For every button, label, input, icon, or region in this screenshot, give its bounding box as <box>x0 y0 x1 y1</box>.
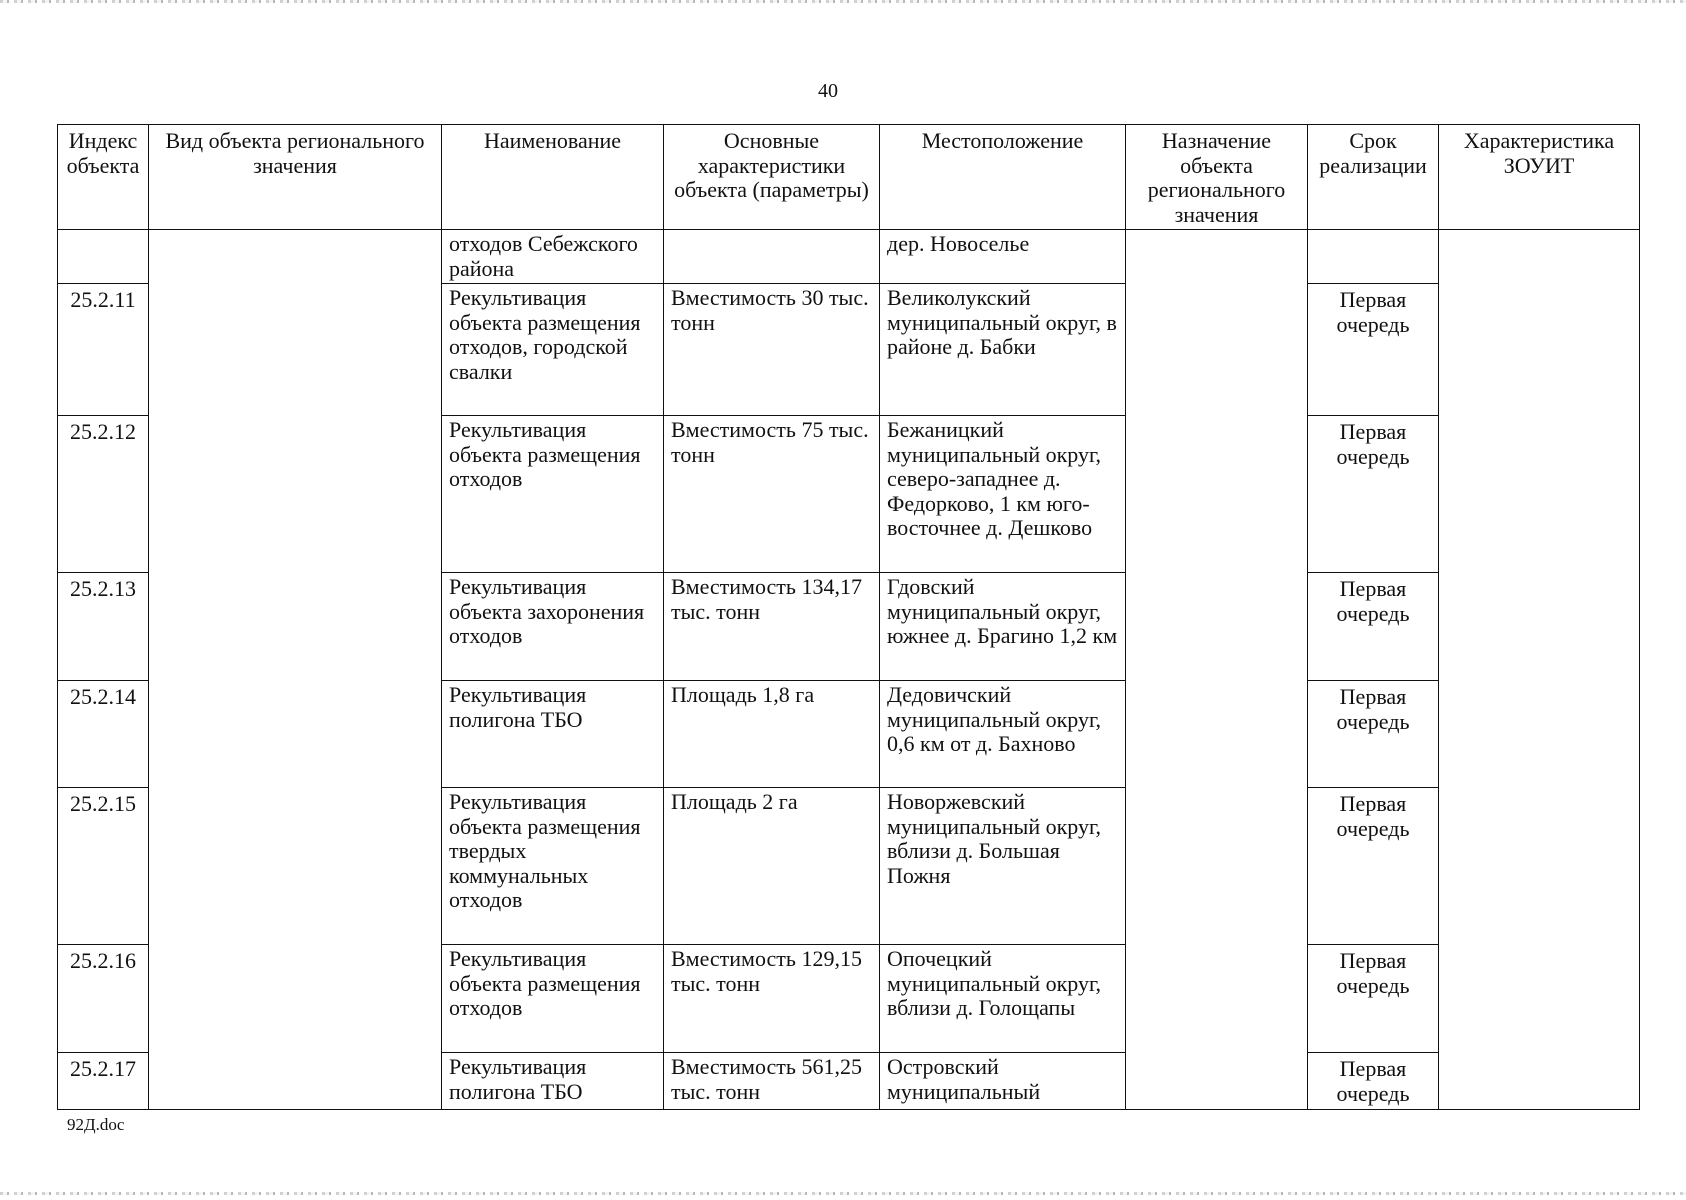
cell-term: Первая очередь <box>1308 788 1439 945</box>
cell-term: Первая очередь <box>1308 945 1439 1053</box>
cell-location: Новоржевский муниципальный округ, вблизи д. Большая Пожня <box>880 788 1126 945</box>
cell-index: 25.2.14 <box>58 681 149 788</box>
cell-index: 25.2.13 <box>58 573 149 681</box>
cell-params: Вместимость 561,25 тыс. тонн <box>664 1053 880 1110</box>
cell-name: Рекультивация полигона ТБО <box>442 681 664 788</box>
cell-location: Дедовичский муниципальный округ, 0,6 км от д. Бахново <box>880 681 1126 788</box>
cell-location: дер. Новоселье <box>880 230 1126 284</box>
header-type: Вид объекта регионального значения <box>149 125 442 230</box>
scan-edge-bottom <box>0 1192 1686 1195</box>
cell-params: Вместимость 75 тыс. тонн <box>664 416 880 573</box>
cell-index <box>58 230 149 284</box>
cell-term: Первая очередь <box>1308 1053 1439 1110</box>
cell-name: Рекультивация полигона ТБО <box>442 1053 664 1110</box>
cell-type-merged <box>149 230 442 1110</box>
regional-objects-table <box>57 124 1640 1110</box>
cell-term: Первая очередь <box>1308 573 1439 681</box>
header-name: Наименование <box>442 125 664 230</box>
cell-params: Вместимость 129,15 тыс. тонн <box>664 945 880 1053</box>
table-header-row <box>58 125 1640 230</box>
cell-location: Гдовский муниципальный округ, южнее д. Брагино 1,2 км <box>880 573 1126 681</box>
cell-name: Рекультивация объекта захоронения отходов <box>442 573 664 681</box>
cell-name: Рекультивация объекта размещения твердых коммунальных отходов <box>442 788 664 945</box>
cell-index: 25.2.12 <box>58 416 149 573</box>
header-index: Индекс объекта <box>58 125 149 230</box>
cell-index: 25.2.11 <box>58 284 149 416</box>
cell-index: 25.2.15 <box>58 788 149 945</box>
cell-term: Первая очередь <box>1308 681 1439 788</box>
cell-params <box>664 230 880 284</box>
cell-params: Вместимость 30 тыс. тонн <box>664 284 880 416</box>
cell-purpose-merged <box>1126 230 1308 1110</box>
cell-params: Площадь 2 га <box>664 788 880 945</box>
cell-zouit-merged <box>1439 230 1640 1110</box>
cell-params: Вместимость 134,17 тыс. тонн <box>664 573 880 681</box>
cell-term <box>1308 230 1439 284</box>
header-purpose: Назначение объекта регионального значения <box>1126 125 1308 230</box>
page-number: 40 <box>818 80 838 102</box>
header-location: Местоположение <box>880 125 1126 230</box>
cell-location: Опочецкий муниципальный округ, вблизи д. Голощапы <box>880 945 1126 1053</box>
cell-name: Рекультивация объекта размещения отходов, городской свалки <box>442 284 664 416</box>
cell-term: Первая очередь <box>1308 284 1439 416</box>
header-term: Срок реализации <box>1308 125 1439 230</box>
scan-edge-top <box>0 0 1686 3</box>
cell-name: Рекультивация объекта размещения отходов <box>442 945 664 1053</box>
cell-name: Рекультивация объекта размещения отходов <box>442 416 664 573</box>
cell-location: Великолукский муниципальный округ, в районе д. Бабки <box>880 284 1126 416</box>
cell-params: Площадь 1,8 га <box>664 681 880 788</box>
header-zouit: Характеристика ЗОУИТ <box>1439 125 1640 230</box>
header-params: Основные характеристики объекта (параметры) <box>664 125 880 230</box>
table-row-continuation <box>58 230 1640 284</box>
cell-index: 25.2.16 <box>58 945 149 1053</box>
document-filename: 92Д.doc <box>67 1115 125 1134</box>
cell-name: отходов Себежского района <box>442 230 664 284</box>
cell-term: Первая очередь <box>1308 416 1439 573</box>
cell-location: Бежаницкий муниципальный округ, северо-западнее д. Федорково, 1 км юго-восточнее д. Дешково <box>880 416 1126 573</box>
cell-location: Островский муниципальный <box>880 1053 1126 1110</box>
cell-index: 25.2.17 <box>58 1053 149 1110</box>
